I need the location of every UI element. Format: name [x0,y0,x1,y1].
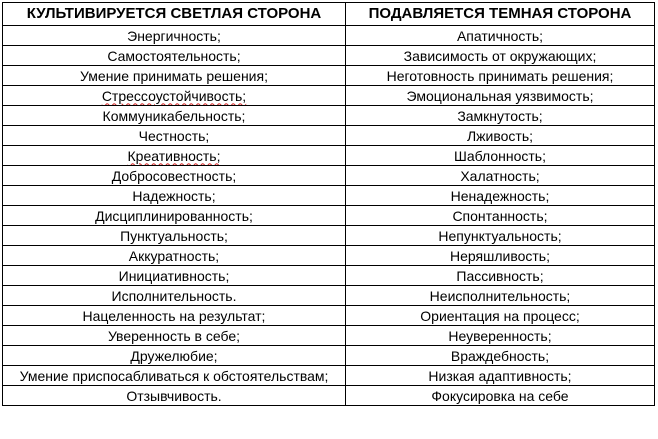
dark-trait: Ориентация на процесс; [420,307,580,324]
bright-trait-cell [3,386,346,406]
dark-trait-cell [346,286,655,306]
table-row [3,46,655,66]
dark-trait: Замкнутость; [457,107,543,124]
dark-trait-cell [346,146,655,166]
dark-trait-cell [346,86,655,106]
bright-trait-cell [3,146,346,166]
table-row [3,26,655,46]
bright-trait-cell [3,126,346,146]
bright-trait: Надежность; [132,187,216,204]
dark-trait: Низкая адаптивность; [428,367,572,384]
bright-trait: Дисциплинированность; [95,207,253,224]
table-row [3,266,655,286]
table-row [3,346,655,366]
bright-trait: Пунктуальность; [120,227,228,244]
bright-trait-cell [3,366,346,386]
bright-trait-cell [3,326,346,346]
bright-trait: Исполнительность. [111,287,237,304]
dark-trait-cell [346,206,655,226]
dark-trait: Враждебность; [450,347,550,364]
table-row [3,366,655,386]
dark-trait: Непунктуальность; [438,227,562,244]
bright-trait-cell [3,26,346,46]
dark-trait: Лживость; [466,127,534,144]
dark-trait-cell [346,246,655,266]
dark-trait-cell [346,46,655,66]
dark-trait: Ненадежность; [450,187,550,204]
bright-trait-cell [3,166,346,186]
bright-trait: Уверенность в себе; [107,327,241,344]
bright-trait-cell [3,106,346,126]
dark-trait-cell [346,346,655,366]
table-row [3,386,655,406]
dark-trait: Апатичность; [456,27,544,44]
bright-trait-cell [3,206,346,226]
table-row [3,326,655,346]
bright-trait-cell [3,266,346,286]
dark-trait-cell [346,26,655,46]
bright-trait: Отзывчивость. [126,387,222,404]
bright-trait-cell [3,306,346,326]
header-row [3,3,655,26]
document-sheet [2,2,655,406]
table-row [3,226,655,246]
dark-trait-cell [346,186,655,206]
table-row [3,166,655,186]
bright-trait: Креативность; [127,147,221,164]
dark-trait: Эмоциональная уязвимость; [406,87,594,104]
bright-trait: Коммуникабельность; [102,107,246,124]
dark-trait-cell [346,126,655,146]
bright-trait: Дружелюбие; [130,347,218,364]
dark-trait-cell [346,106,655,126]
traits-table [2,2,655,406]
dark-trait: Спонтанность; [452,207,548,224]
bright-trait-cell [3,186,346,206]
table-row [3,86,655,106]
dark-trait: Халатность; [460,167,540,184]
dark-trait-cell [346,326,655,346]
table-row [3,246,655,266]
table-row [3,206,655,226]
bright-trait: Добросовестность; [111,167,237,184]
table-row [3,146,655,166]
table-row [3,66,655,86]
table-row [3,306,655,326]
dark-trait-cell [346,66,655,86]
bright-trait: Умение приспосабливаться к обстоятельствам; [19,367,329,384]
dark-trait: Неготовность принимать решения; [386,67,614,84]
dark-trait-cell [346,226,655,246]
bright-trait-cell [3,46,346,66]
bright-trait-cell [3,246,346,266]
bright-trait: Аккуратность; [128,247,220,264]
table-row [3,106,655,126]
bright-trait: Честность; [138,127,210,144]
bright-trait: Нацеленность на результат; [82,307,266,324]
dark-trait: Зависимость от окружающих; [403,47,597,64]
dark-trait: Шаблонность; [454,147,546,164]
bright-trait-cell [3,86,346,106]
dark-trait: Неряшливость; [450,247,550,264]
bright-trait: Инициативность; [118,267,230,284]
dark-trait: Пассивность; [456,267,544,284]
bright-trait-cell [3,226,346,246]
dark-trait-cell [346,166,655,186]
table-row [3,186,655,206]
bright-trait-cell [3,66,346,86]
dark-trait-cell [346,366,655,386]
table-row [3,126,655,146]
bright-trait-cell [3,286,346,306]
bright-trait-cell [3,346,346,366]
dark-trait: Неуверенность; [448,327,552,344]
dark-trait-cell [346,306,655,326]
bright-trait: Энергичность; [127,27,221,44]
bright-trait: Стрессоустойчивость; [101,87,247,104]
bright-trait: Умение принимать решения; [80,67,268,84]
dark-trait-cell [346,266,655,286]
header-dark-side: ПОДАВЛЯЕТСЯ ТЕМНАЯ СТОРОНА [346,3,655,26]
dark-trait: Неисполнительность; [429,287,571,304]
bright-trait: Самостоятельность; [107,47,241,64]
table-row [3,286,655,306]
dark-trait-cell [346,386,655,406]
header-bright-side: КУЛЬТИВИРУЕТСЯ СВЕТЛАЯ СТОРОНА [3,3,346,26]
dark-trait: Фокусировка на себе [431,387,569,404]
